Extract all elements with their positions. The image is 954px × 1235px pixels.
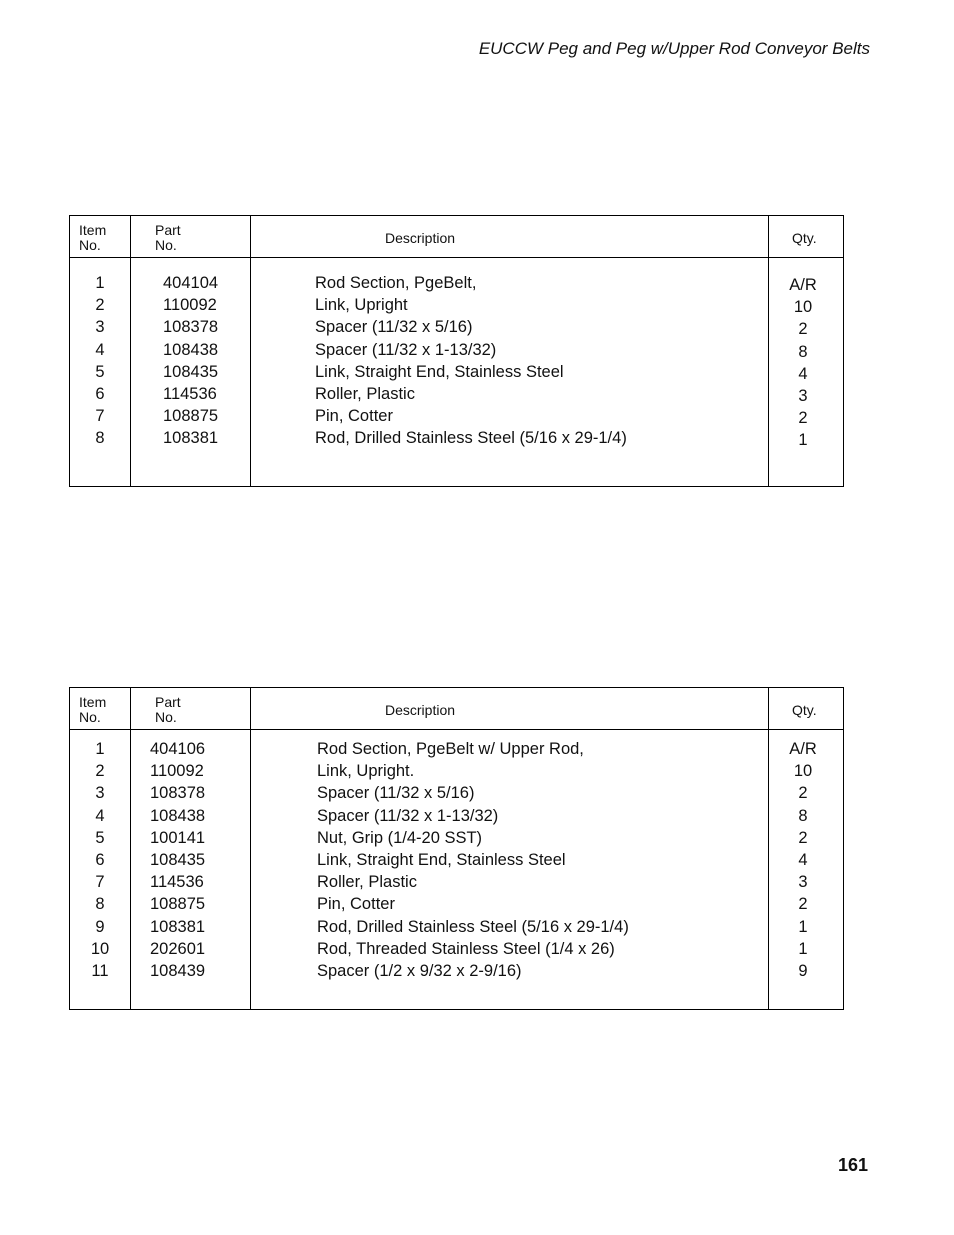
item-number: 7 — [95, 407, 105, 426]
table-row — [70, 851, 843, 873]
quantity: 2 — [798, 320, 808, 339]
quantity: 1 — [798, 939, 808, 958]
table-row — [70, 385, 843, 407]
column-header-description: Description — [385, 702, 456, 718]
table-row — [70, 341, 843, 363]
item-number: 8 — [95, 429, 105, 448]
table-row — [70, 962, 843, 984]
part-number: 108438 — [163, 340, 219, 359]
column-header-qty: Qty. — [792, 230, 817, 246]
item-number: 3 — [95, 318, 105, 337]
column-header-part: Part No. — [155, 694, 181, 725]
part-number: 108435 — [163, 362, 219, 381]
item-number: 4 — [95, 806, 105, 825]
header-divider — [70, 257, 843, 258]
part-description: Rod Section, PgeBelt, — [315, 274, 477, 292]
table-row — [70, 829, 843, 851]
item-number: 2 — [95, 296, 105, 315]
part-number: 108381 — [163, 429, 219, 448]
part-number: 108439 — [150, 961, 206, 980]
item-number: 6 — [95, 384, 105, 403]
item-number: 7 — [95, 873, 105, 892]
part-number: 108875 — [150, 895, 206, 914]
quantity: 2 — [798, 784, 808, 803]
table-row — [70, 873, 843, 895]
part-number: 108438 — [150, 806, 206, 825]
item-number: 11 — [91, 961, 109, 980]
part-description: Spacer (1/2 x 9/32 x 2-9/16) — [317, 961, 522, 980]
part-number: 404106 — [150, 740, 206, 758]
item-number: 8 — [95, 895, 105, 914]
quantity: 4 — [798, 850, 808, 869]
part-number: 108875 — [163, 407, 219, 426]
column-header-description: Description — [385, 230, 456, 246]
item-number: 3 — [95, 784, 105, 803]
part-description: Spacer (11/32 x 5/16) — [315, 318, 473, 337]
item-number: 6 — [95, 850, 105, 869]
part-number: 110092 — [150, 762, 204, 781]
quantity: 2 — [798, 409, 808, 428]
quantity: 10 — [793, 762, 813, 781]
part-number: 100141 — [150, 828, 206, 847]
parts-table-peg-belt-upper-rod — [69, 687, 844, 1010]
table-body — [70, 274, 843, 452]
table-body — [70, 740, 843, 984]
item-number: 5 — [95, 362, 105, 381]
table-row — [70, 740, 843, 762]
part-description: Pin, Cotter — [315, 407, 393, 426]
table-row — [70, 762, 843, 784]
quantity: 9 — [798, 961, 808, 980]
quantity: 1 — [798, 431, 808, 450]
table-row — [70, 895, 843, 917]
parts-table-peg-belt — [69, 215, 844, 487]
quantity: 10 — [793, 298, 813, 317]
page-number: 161 — [837, 1155, 868, 1175]
item-number: 9 — [95, 917, 105, 936]
quantity: A/R — [789, 276, 817, 294]
part-number: 108435 — [150, 850, 206, 869]
table-row — [70, 363, 843, 385]
column-header-part: Part No. — [155, 222, 181, 253]
page-header-title: EUCCW Peg and Peg w/Upper Rod Conveyor Belts — [478, 39, 870, 58]
item-number: 4 — [95, 340, 105, 359]
table-row — [70, 407, 843, 429]
part-number: 404104 — [163, 274, 219, 292]
quantity: 2 — [798, 895, 808, 914]
quantity: 8 — [798, 806, 808, 825]
part-description: Spacer (11/32 x 1-13/32) — [317, 806, 499, 825]
quantity: 2 — [798, 828, 808, 847]
table-row — [70, 429, 843, 451]
part-description: Spacer (11/32 x 1-13/32) — [315, 340, 497, 359]
part-description: Link, Upright — [315, 296, 408, 315]
table-row — [70, 940, 843, 962]
quantity: 8 — [798, 342, 808, 361]
part-description: Nut, Grip (1/4-20 SST) — [317, 828, 483, 847]
part-number: 110092 — [163, 296, 217, 315]
table-row — [70, 784, 843, 806]
column-header-item: Item No. — [79, 694, 107, 725]
part-number: 108378 — [163, 318, 219, 337]
quantity: 3 — [798, 386, 808, 405]
part-description: Rod, Drilled Stainless Steel (5/16 x 29-1/4) — [315, 429, 627, 448]
part-description: Rod, Drilled Stainless Steel (5/16 x 29-1/4) — [317, 917, 629, 936]
part-description: Link, Upright. — [317, 762, 415, 781]
table-row — [70, 918, 843, 940]
table-row — [70, 318, 843, 340]
table-row — [70, 296, 843, 318]
part-description: Rod Section, PgeBelt w/ Upper Rod, — [317, 740, 584, 758]
part-description: Link, Straight End, Stainless Steel — [315, 362, 564, 381]
header-divider — [70, 729, 843, 730]
part-number: 108381 — [150, 917, 206, 936]
item-number: 5 — [95, 828, 105, 847]
item-number: 2 — [95, 762, 105, 781]
quantity: 1 — [798, 917, 808, 936]
quantity: 3 — [798, 873, 808, 892]
part-number: 202601 — [150, 939, 206, 958]
table-row — [70, 274, 843, 296]
part-description: Pin, Cotter — [317, 895, 395, 914]
quantity: A/R — [789, 740, 817, 758]
table-row — [70, 807, 843, 829]
part-description: Rod, Threaded Stainless Steel (1/4 x 26) — [317, 939, 615, 958]
part-description: Spacer (11/32 x 5/16) — [317, 784, 475, 803]
item-number: 1 — [95, 740, 105, 758]
quantity: 4 — [798, 364, 808, 383]
part-description: Roller, Plastic — [315, 384, 415, 403]
column-header-item: Item No. — [79, 222, 107, 253]
part-number: 114536 — [163, 384, 217, 403]
item-number: 1 — [95, 274, 105, 292]
part-description: Link, Straight End, Stainless Steel — [317, 850, 566, 869]
item-number: 10 — [90, 939, 110, 958]
column-header-qty: Qty. — [792, 702, 817, 718]
part-description: Roller, Plastic — [317, 873, 417, 892]
part-number: 108378 — [150, 784, 206, 803]
part-number: 114536 — [150, 873, 204, 892]
